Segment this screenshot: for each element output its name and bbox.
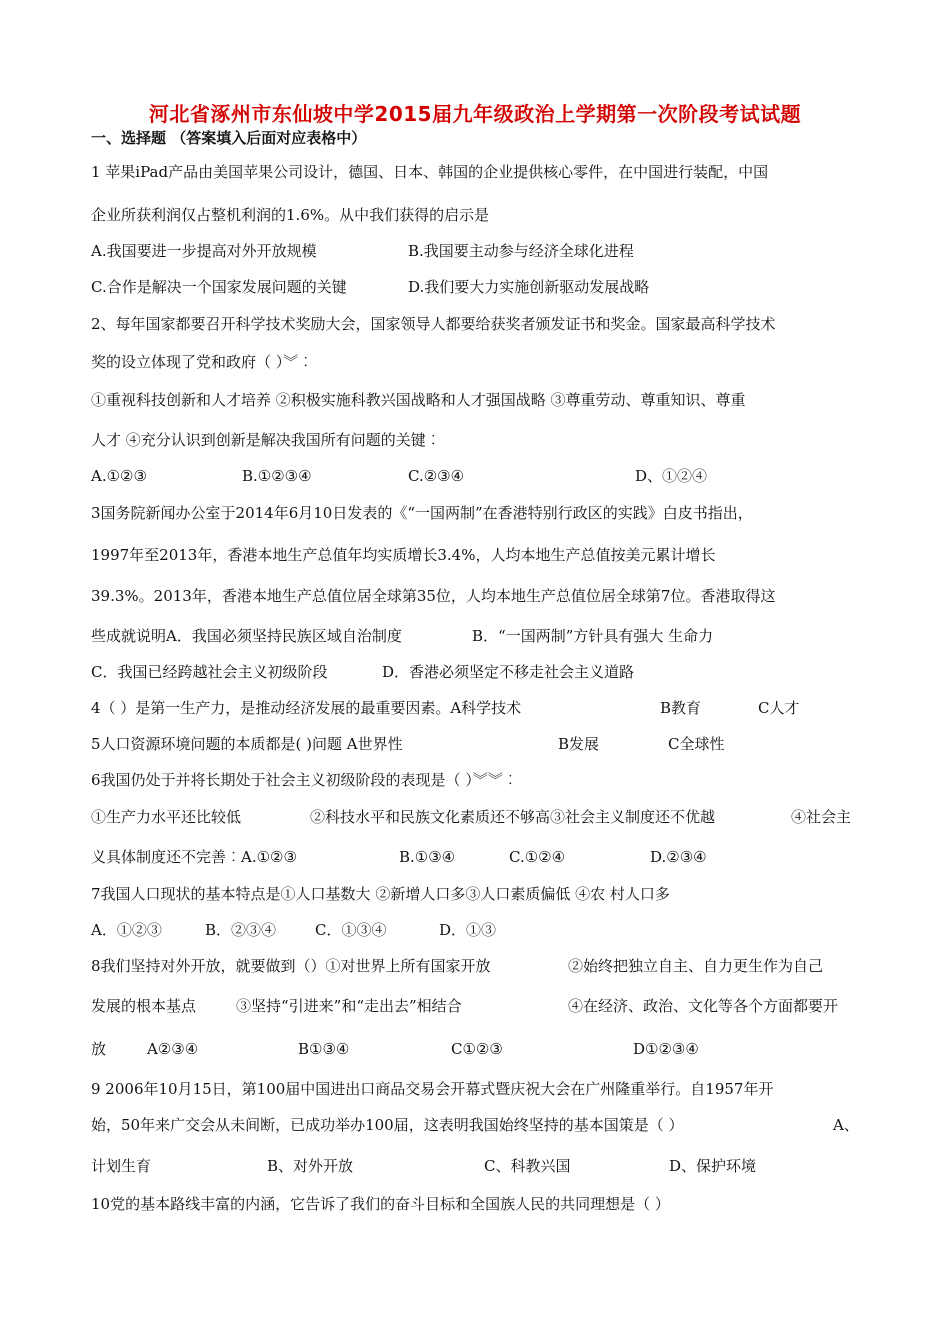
option-d: D、保护环境 <box>669 1157 757 1175</box>
option-b: B①③④ <box>298 1040 350 1058</box>
option-d: D、①②④ <box>635 467 708 485</box>
option-b: B.①②③④ <box>242 467 312 485</box>
option-c: C、科教兴国 <box>484 1157 571 1175</box>
question-9-line-3 <box>91 1156 866 1176</box>
question-2-line-3: ①重视科技创新和人才培养 ②积极实施科教兴国战略和人才强国战略 ③尊重劳动、尊重知识、尊重 <box>91 391 746 409</box>
option-b: B发展 <box>558 735 600 753</box>
option-b: B．②③④ <box>205 921 277 939</box>
question-2-line-4: 人才 ④充分认识到创新是解决我国所有问题的关键︰ <box>91 431 441 449</box>
option-b: B、对外开放 <box>267 1157 354 1175</box>
option-d: D.我们要大力实施创新驱动发展战略 <box>408 278 650 296</box>
option-d: D①②③④ <box>633 1040 699 1058</box>
option-c: C全球性 <box>668 735 725 753</box>
question-9-stem-cont: 始，50年来广交会从未间断，已成功举办100届，这表明我国始终坚持的基本国策是（ ） <box>91 1116 684 1134</box>
statement-4: ④在经济、政治、文化等各个方面都要开 <box>568 997 839 1015</box>
question-7-options <box>91 920 866 940</box>
option-a: A.①②③ <box>91 467 147 485</box>
question-1-options-row-1 <box>91 241 866 261</box>
question-7-stem: 7我国人口现状的基本特点是①人口基数大 ②新增人口多③人口素质偏低 ④农 村人口多 <box>91 885 670 903</box>
question-1-line-2: 企业所获利润仅占整机利润的1.6%。从中我们获得的启示是 <box>91 206 490 224</box>
option-b: B.我国要主动参与经济全球化进程 <box>408 242 634 260</box>
option-d: D．①③ <box>439 921 497 939</box>
option-a: A.我国要进一步提高对外开放规模 <box>91 242 317 260</box>
question-6-line-2 <box>91 807 866 827</box>
statement-2-3: ②科技水平和民族文化素质还不够高③社会主义制度还不优越 <box>310 808 716 826</box>
question-5-stem: 5人口资源环境问题的本质都是( )问题 A世界性 <box>91 735 403 753</box>
option-a: 些成就说明A．我国必须坚持民族区域自治制度 <box>91 627 402 645</box>
statement-3: ③坚持“引进来”和“走出去”相结合 <box>236 997 462 1015</box>
question-10-stem: 10党的基本路线丰富的内涵，它告诉了我们的奋斗目标和全国族人民的共同理想是（ ） <box>91 1195 670 1213</box>
option-a: A．①②③ <box>91 921 162 939</box>
question-8-line-3 <box>91 1039 866 1059</box>
option-c: C．我国已经跨越社会主义初级阶段 <box>91 663 328 681</box>
statement-1-cont: 发展的根本基点 <box>91 997 197 1015</box>
question-3-line-3: 39.3%。2013年，香港本地生产总值位居全球第35位，人均本地生产总值位居全球第7位。香港取得这 <box>91 587 776 605</box>
option-d: D.②③④ <box>650 848 707 866</box>
question-9-line-2 <box>91 1115 866 1135</box>
option-d: D．香港必须坚定不移走社会主义道路 <box>382 663 635 681</box>
statement-4: ④社会主 <box>791 808 852 826</box>
option-b: B教育 <box>660 699 702 717</box>
option-b: B.①③④ <box>399 848 456 866</box>
question-8-stem: 8我们坚持对外开放，就要做到（）①对世界上所有国家开放 <box>91 957 491 975</box>
option-a: 义具体制度还不完善︰A.①②③ <box>91 848 297 866</box>
question-4-stem: 4（ ）是第一生产力，是推动经济发展的最重要因素。A科学技术 <box>91 699 522 717</box>
option-a: A、 <box>833 1116 859 1134</box>
question-2-line-1: 2、每年国家都要召开科学技术奖励大会，国家领导人都要给获奖者颁发证书和奖金。国家最高科学技术 <box>91 315 776 333</box>
question-4 <box>91 698 866 718</box>
option-a-text: 计划生育 <box>91 1157 152 1175</box>
question-5 <box>91 734 866 754</box>
question-6-line-3 <box>91 847 866 867</box>
question-1-options-row-2 <box>91 277 866 297</box>
question-9-line-1: 9 2006年10月15日，第100届中国进出口商品交易会开幕式暨庆祝大会在广州隆重举行。自1957年开 <box>91 1080 774 1098</box>
option-c: C.②③④ <box>408 467 465 485</box>
question-1-line-1: 1 苹果iPad产品由美国苹果公司设计，德国、日本、韩国的企业提供核心零件，在中国进行装配，中国 <box>91 163 769 181</box>
option-c: C.①②④ <box>509 848 566 866</box>
section-heading: 一、选择题 （答案填入后面对应表格中） <box>91 129 367 147</box>
statement-1: ①生产力水平还比较低 <box>91 808 242 826</box>
question-8-line-1 <box>91 956 866 976</box>
question-6-line-1: 6我国仍处于并将长期处于社会主义初级阶段的表现是（ ）︾︾︰ <box>91 771 518 789</box>
statement-2: ②始终把独立自主、自力更生作为自己 <box>568 957 824 975</box>
option-c: C.合作是解决一个国家发展问题的关键 <box>91 278 347 296</box>
option-c: C人才 <box>758 699 800 717</box>
question-3-line-5 <box>91 662 866 682</box>
question-3-line-1: 3国务院新闻办公室于2014年6月10日发表的《“一国两制”在香港特别行政区的实践》白皮书指出， <box>91 504 753 522</box>
question-2-line-2: 奖的设立体现了党和政府（ ）︾︰ <box>91 353 314 371</box>
option-c: C．①③④ <box>315 921 387 939</box>
statement-4-cont: 放 <box>91 1040 107 1058</box>
option-c: C①②③ <box>451 1040 503 1058</box>
question-3-line-2: 1997年至2013年，香港本地生产总值年均实质增长3.4%，人均本地生产总值按美元累计增长 <box>91 546 716 564</box>
question-2-options <box>91 466 866 486</box>
question-3-line-4 <box>91 626 866 646</box>
question-8-line-2 <box>91 996 866 1016</box>
option-a: A②③④ <box>147 1040 199 1058</box>
page-title: 河北省涿州市东仙坡中学2015届九年级政治上学期第一次阶段考试试题 <box>148 102 802 126</box>
option-b: B．“一国两制”方针具有强大 生命力 <box>472 627 714 645</box>
